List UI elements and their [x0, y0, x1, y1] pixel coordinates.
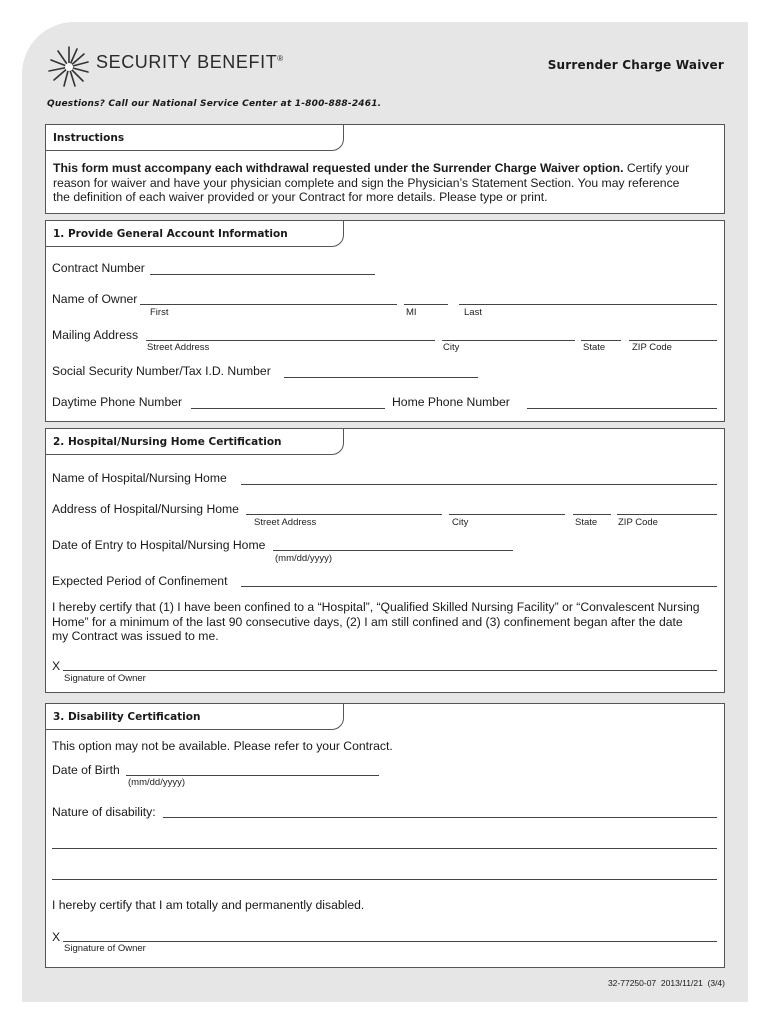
date-of-birth-format: (mm/dd/yyyy) — [128, 777, 185, 788]
owner-last-name-field[interactable] — [459, 304, 717, 305]
instructions-title: Instructions — [46, 125, 344, 151]
disability-certify-text: I hereby certify that I am totally and permanently disabled. — [52, 898, 365, 912]
instructions-bold-text: This form must accompany each withdrawal requested under the Surrender Charge Waiver option. — [53, 161, 624, 175]
hospital-certify-text — [52, 600, 724, 644]
nature-of-disability-label: Nature of disability: — [52, 805, 156, 819]
mailing-address-label: Mailing Address — [52, 328, 139, 342]
questions-line: Questions? Call our National Service Center at 1-800-888-2461. — [47, 99, 382, 109]
instructions-text-line1: Certify your — [623, 161, 690, 175]
mi-caption: MI — [406, 307, 417, 318]
expected-period-field[interactable] — [241, 586, 717, 587]
hospital-street-field[interactable] — [246, 514, 442, 515]
section-disability-certification — [45, 703, 725, 968]
disability-signature-field[interactable] — [63, 941, 717, 942]
daytime-phone-field[interactable] — [191, 408, 385, 409]
home-phone-label: Home Phone Number — [392, 395, 510, 409]
security-benefit-logo — [46, 44, 92, 90]
brand-text: SECURITY BENEFIT — [96, 52, 278, 72]
date-of-entry-label: Date of Entry to Hospital/Nursing Home — [52, 538, 266, 552]
section3-title: 3. Disability Certification — [46, 704, 344, 730]
expected-period-label: Expected Period of Confinement — [52, 574, 228, 588]
form-code: 32-77250-07 2013/11/21 (3/4) — [607, 978, 725, 988]
hospital-signature-caption: Signature of Owner — [64, 673, 146, 684]
hospital-certify-line3: my Contract was issued to me. — [52, 629, 219, 644]
instructions-section — [45, 124, 725, 214]
section1-title: 1. Provide General Account Information — [46, 221, 344, 247]
brand-name — [96, 52, 284, 73]
form-title: Surrender Charge Waiver — [547, 58, 724, 72]
owner-mi-field[interactable] — [404, 304, 448, 305]
instructions-text-line2: reason for waiver and have your physician complete and sign the Physician’s Statement Section. You may reference — [53, 175, 680, 190]
first-name-caption: First — [150, 307, 169, 318]
hospital-zip-caption: ZIP Code — [618, 517, 658, 528]
mailing-city-field[interactable] — [442, 340, 575, 341]
instructions-text-line3: the definition of each waiver provided or your Contract for more details. Please type or print. — [53, 190, 548, 205]
nature-of-disability-field[interactable] — [163, 817, 717, 818]
nature-of-disability-line3[interactable] — [52, 879, 717, 880]
signature-x-mark: X — [52, 659, 61, 673]
section-hospital-certification — [45, 428, 725, 693]
section2-title: 2. Hospital/Nursing Home Certification — [46, 429, 344, 455]
ssn-label: Social Security Number/Tax I.D. Number — [52, 364, 271, 378]
hospital-city-field[interactable] — [449, 514, 565, 515]
ssn-field[interactable] — [284, 377, 478, 378]
registered-mark: ® — [277, 54, 284, 63]
disability-note: This option may not be available. Please refer to your Contract. — [52, 739, 393, 753]
state-caption: State — [583, 342, 606, 353]
mailing-zip-field[interactable] — [629, 340, 717, 341]
section-general-account — [45, 220, 725, 422]
hospital-zip-field[interactable] — [617, 514, 717, 515]
last-name-caption: Last — [464, 307, 482, 318]
hospital-state-caption: State — [575, 517, 598, 528]
hospital-state-field[interactable] — [573, 514, 611, 515]
zip-caption: ZIP Code — [632, 342, 672, 353]
contract-number-label: Contract Number — [52, 261, 145, 275]
street-address-caption: Street Address — [147, 342, 210, 353]
contract-number-field[interactable] — [150, 274, 375, 275]
hospital-address-label: Address of Hospital/Nursing Home — [52, 502, 239, 516]
disability-x-mark: X — [52, 930, 61, 944]
nature-of-disability-line2[interactable] — [52, 848, 717, 849]
hospital-name-field[interactable] — [241, 484, 717, 485]
city-caption: City — [443, 342, 460, 353]
disability-signature-caption: Signature of Owner — [64, 943, 146, 954]
starburst-logo-icon — [46, 44, 92, 90]
daytime-phone-label: Daytime Phone Number — [52, 395, 183, 409]
home-phone-field[interactable] — [527, 408, 717, 409]
date-of-birth-field[interactable] — [126, 775, 379, 776]
mailing-street-field[interactable] — [146, 340, 435, 341]
instructions-text — [53, 161, 723, 205]
date-of-entry-format: (mm/dd/yyyy) — [275, 553, 332, 564]
hospital-certify-line2: Home” for a minimum of the last 90 consecutive days, (2) I am still confined and (3) confinement began after the date — [52, 614, 683, 629]
owner-first-name-field[interactable] — [140, 304, 397, 305]
hospital-signature-field[interactable] — [63, 670, 717, 671]
date-of-entry-field[interactable] — [273, 550, 513, 551]
date-of-birth-label: Date of Birth — [52, 763, 120, 777]
owner-name-label: Name of Owner — [52, 292, 138, 306]
hospital-city-caption: City — [452, 517, 469, 528]
hospital-certify-line1: I hereby certify that (1) I have been confined to a “Hospital”, “Qualified Skilled Nursing Facility” or “Convalescent Nursing — [52, 600, 700, 614]
mailing-state-field[interactable] — [581, 340, 621, 341]
hospital-street-caption: Street Address — [254, 517, 317, 528]
hospital-name-label: Name of Hospital/Nursing Home — [52, 471, 227, 485]
